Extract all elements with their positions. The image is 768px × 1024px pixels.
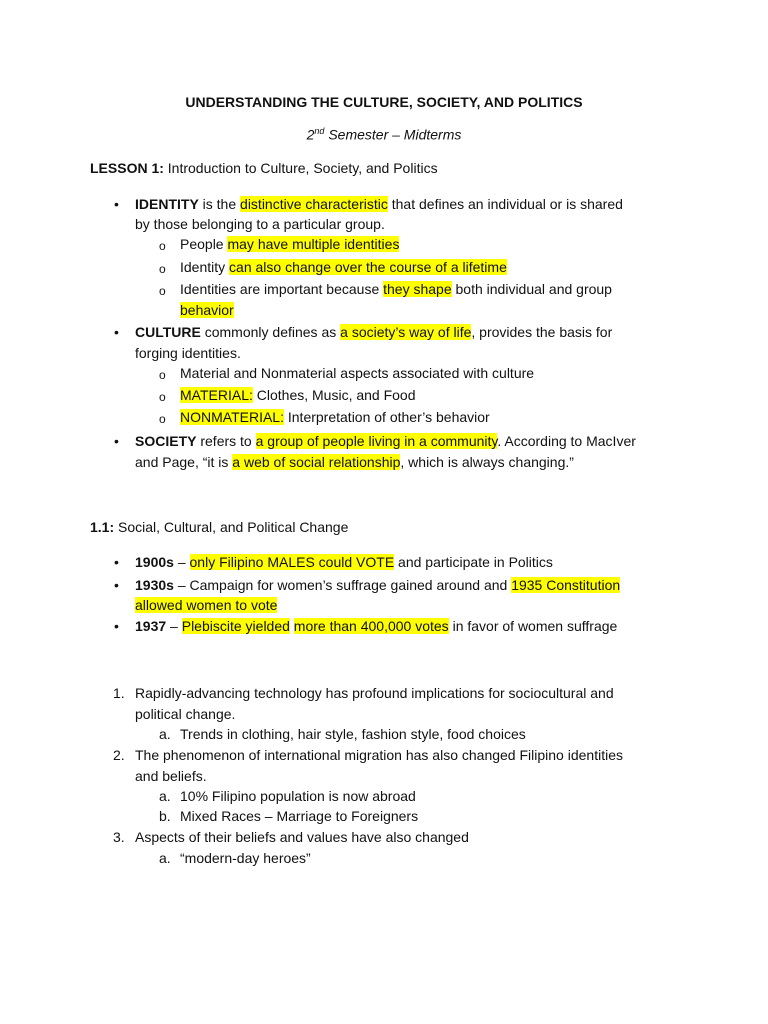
culture-nonmaterial-highlight: NONMATERIAL: (180, 409, 284, 425)
culture-text-b: , provides the basis for (471, 324, 613, 340)
section-1-1-heading (90, 519, 348, 535)
culture-sub-1: Material and Nonmaterial aspects associated with culture (180, 365, 535, 381)
bullet-marker: • (114, 433, 119, 449)
sub-bullet-marker: o (159, 412, 166, 426)
culture-nonmaterial-text: Interpretation of other’s behavior (283, 409, 490, 425)
timeline-highlight: only Filipino MALES could VOTE (189, 554, 395, 570)
identity-sub-2 (180, 259, 507, 276)
identity-sub-1-highlight: may have multiple identities (227, 236, 400, 252)
sub-bullet-marker: o (159, 239, 166, 253)
lesson-1-title: Introduction to Culture, Society, and Politics (163, 160, 438, 176)
document-title: UNDERSTANDING THE CULTURE, SOCIETY, AND POLITICS (185, 94, 583, 110)
subtitle-rest: Semester – Midterms (324, 126, 462, 143)
timeline-text-b: in favor of women suffrage (448, 618, 618, 634)
identity-sub-3-highlight-2: behavior (180, 302, 234, 318)
numbered-item-2-line-1: The phenomenon of international migration has also changed Filipino identities (135, 747, 623, 763)
numbered-item-1-line-2: political change. (135, 706, 236, 722)
bullet-marker: • (114, 554, 119, 570)
timeline-year: 1937 (135, 618, 167, 634)
timeline-highlight: 1935 Constitution (511, 577, 621, 593)
identity-text-a: is the (198, 196, 241, 212)
culture-term: CULTURE (135, 324, 201, 340)
subtitle-ordinal: 2 (306, 126, 315, 143)
section-1-1-label: 1.1: (90, 519, 115, 535)
lesson-1-heading (90, 160, 438, 176)
timeline-highlight-2: more than 400,000 votes (293, 618, 449, 634)
sub-bullet-marker: o (159, 368, 166, 382)
timeline-text: – (173, 554, 190, 570)
identity-term: IDENTITY (135, 196, 199, 212)
timeline-highlight: Plebiscite yielded (181, 618, 290, 634)
society-line-2-text-b: , which is always changing.” (400, 454, 574, 470)
list-letter: b. (159, 808, 171, 824)
numbered-item-2-a: 10% Filipino population is now abroad (180, 788, 416, 804)
list-number: 3. (113, 829, 125, 845)
identity-sub-2-highlight: can also change over the course of a lifetime (229, 259, 507, 275)
sub-bullet-marker: o (159, 262, 166, 276)
numbered-item-2-b: Mixed Races – Marriage to Foreigners (180, 808, 419, 824)
timeline-text: – Campaign for women’s suffrage gained around and (173, 577, 512, 593)
timeline-1930s-line-2 (135, 597, 277, 614)
bullet-marker: • (114, 618, 119, 634)
numbered-item-1-a: Trends in clothing, hair style, fashion style, food choices (180, 726, 526, 742)
timeline-1900s (135, 554, 553, 571)
timeline-1937 (135, 618, 617, 635)
society-line-1 (135, 433, 636, 450)
list-number: 1. (113, 685, 125, 701)
subtitle-ordinal-suffix: nd (314, 126, 325, 136)
timeline-year: 1930s (135, 577, 174, 593)
identity-sub-2-text: Identity (180, 259, 230, 275)
list-number: 2. (113, 747, 125, 763)
timeline-highlight-2: allowed women to vote (135, 597, 278, 613)
numbered-item-3-line-1: Aspects of their beliefs and values have also changed (135, 829, 469, 845)
timeline-text: – (166, 618, 182, 634)
sub-bullet-marker: o (159, 284, 166, 298)
identity-highlight: distinctive characteristic (240, 196, 388, 212)
sub-bullet-marker: o (159, 390, 166, 404)
list-letter: a. (159, 850, 171, 866)
culture-material-highlight: MATERIAL: (180, 387, 253, 403)
numbered-item-3-a: “modern-day heroes” (180, 850, 311, 866)
identity-sub-1 (180, 236, 399, 253)
society-line-2-highlight: a web of social relationship (232, 454, 401, 470)
identity-line-1 (135, 196, 623, 213)
identity-text-b: that defines an individual or is shared (387, 196, 623, 212)
identity-sub-1-text: People (180, 236, 228, 252)
identity-sub-3-text: Identities are important because (180, 281, 384, 297)
timeline-1930s (135, 577, 620, 594)
document-subtitle (0, 126, 768, 143)
culture-line-2: forging identities. (135, 345, 241, 361)
culture-line-1 (135, 324, 612, 341)
culture-text-a: commonly defines as (200, 324, 341, 340)
lesson-1-label: LESSON 1: (90, 160, 164, 176)
timeline-year: 1900s (135, 554, 174, 570)
identity-sub-3-line-2 (180, 302, 234, 319)
identity-sub-3-text-b: both individual and group (451, 281, 612, 297)
numbered-item-1-line-1: Rapidly-advancing technology has profound implications for sociocultural and (135, 685, 614, 701)
identity-sub-3 (180, 281, 612, 298)
society-line-2-text: and Page, “it is (135, 454, 233, 470)
society-text-a: refers to (196, 433, 256, 449)
culture-material-text: Clothes, Music, and Food (252, 387, 416, 403)
section-1-1-title: Social, Cultural, and Political Change (114, 519, 349, 535)
culture-highlight: a society’s way of life (340, 324, 472, 340)
bullet-marker: • (114, 324, 119, 340)
list-letter: a. (159, 726, 171, 742)
culture-sub-3 (180, 409, 490, 426)
timeline-text-b: and participate in Politics (394, 554, 553, 570)
society-text-b: . According to MacIver (497, 433, 636, 449)
culture-sub-2 (180, 387, 416, 404)
bullet-marker: • (114, 577, 119, 593)
bullet-marker: • (114, 196, 119, 212)
identity-line-2: by those belonging to a particular group. (135, 216, 385, 232)
list-letter: a. (159, 788, 171, 804)
identity-sub-3-highlight: they shape (383, 281, 452, 297)
society-term: SOCIETY (135, 433, 197, 449)
society-highlight: a group of people living in a community (255, 433, 498, 449)
numbered-item-2-line-2: and beliefs. (135, 768, 207, 784)
society-line-2 (135, 454, 574, 471)
